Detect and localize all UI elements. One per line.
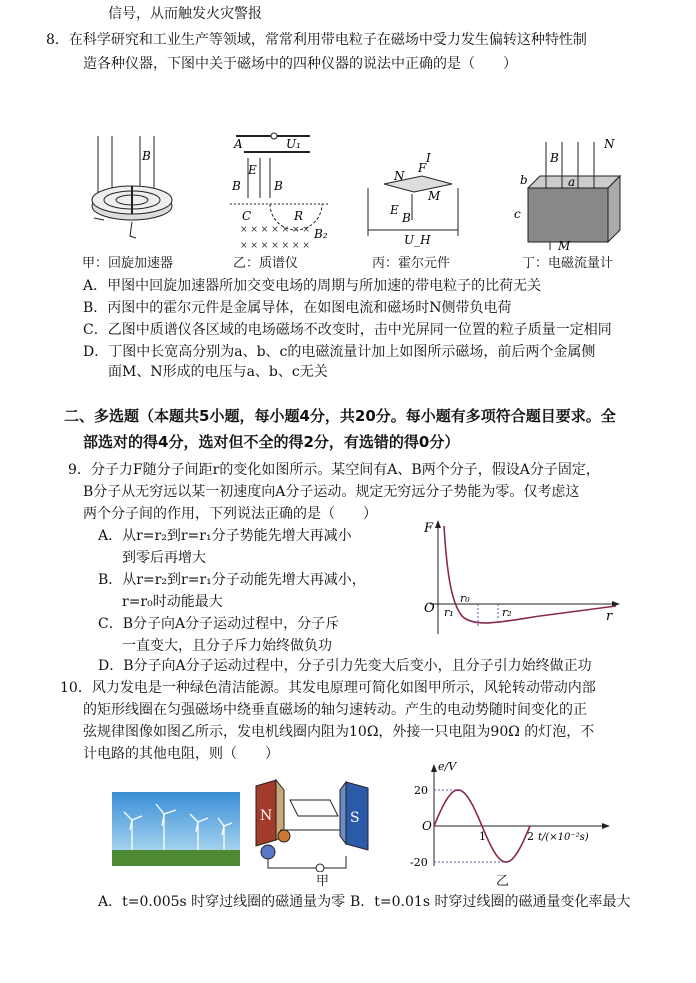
q9-force-curve <box>444 526 616 623</box>
q8-option-c: C．乙图中质谱仪各区域的电场磁场不改变时，击中光屏同一位置的粒子质量一定相同 <box>83 322 612 338</box>
figure-jia-label: 甲 <box>316 874 330 889</box>
section2-title: 二、多选题（本题共5小题，每小题4分，共20分。每小题有多项符合题目要求。全 <box>64 407 616 425</box>
q8-stem-line1: 8．在科学研究和工业生产等领域，常常利用带电粒子在磁场中受力发生偏转这种特性制 <box>46 32 587 48</box>
q8-option-d-cont: 面M、N形成的电压与a、b、c无关 <box>108 364 328 380</box>
top-line: 信号，从而触发火灾警报 <box>108 6 262 22</box>
flowmeter-label-m: M <box>558 239 571 250</box>
q9-force-graph <box>420 516 630 650</box>
hall-label-n: N <box>394 169 405 183</box>
caption-cyclotron: 甲：回旋加速器 <box>82 256 174 271</box>
chart-ylabel: e/V <box>438 760 457 773</box>
hall-label-b: B <box>402 211 411 225</box>
q9-option-a: A．从r=r₂到r=r₁分子势能先增大再减小 <box>98 528 352 544</box>
emf-chart <box>410 758 620 874</box>
caption-hall: 丙：霍尔元件 <box>372 256 451 271</box>
section2-title-cont: 部选对的得4分，选对但不全的得2分，有选错的得0分） <box>83 433 460 451</box>
hall-label-f: F <box>418 161 427 175</box>
chart-point <box>517 851 519 853</box>
wind-farm-photo <box>112 792 240 866</box>
chart-origin-label: O <box>422 819 432 833</box>
hall-label-m: M <box>428 189 441 203</box>
spectrometer-label-a: A <box>234 137 243 151</box>
q9-option-b: B．从r=r₂到r=r₁分子动能先增大再减小， <box>98 572 366 588</box>
hall-element-figure <box>362 140 472 250</box>
spectrometer-label-b-left: B <box>232 179 241 193</box>
q10-stem-line3: 弦规律图像如图乙所示，发电机线圈内阻为10Ω，外接一只电阻为90Ω 的灯泡，不 <box>83 724 595 740</box>
q9-origin: O <box>424 601 435 616</box>
q9-r0: r₀ <box>460 592 470 605</box>
svg-text:× × × × × × ×: × × × × × × × <box>240 225 310 235</box>
cyclotron-label-b: B <box>142 149 151 163</box>
q10-stem-line2: 的矩形线圈在匀强磁场中绕垂直磁场的轴匀速转动。产生的电动势随时间变化的正 <box>83 702 587 718</box>
flowmeter-label-n: N <box>604 137 615 151</box>
spectrometer-label-b2: B₂ <box>314 227 328 241</box>
chart-point <box>469 800 471 802</box>
hall-label-uh: U_H <box>404 233 431 247</box>
chart-xtick-label: 1 <box>479 830 486 843</box>
q9-option-d: D．B分子向A分子运动过程中，分子引力先变大后变小，且分子引力始终做正功 <box>98 658 592 674</box>
chart-point <box>433 825 435 827</box>
figure-yi-label: 乙 <box>496 874 510 889</box>
q10-option-b: B．t=0.01s 时穿过线圈的磁通量变化率最大 <box>350 894 631 910</box>
flowmeter-label-a: a <box>568 175 576 189</box>
spectrometer-label-r: R <box>294 209 304 223</box>
caption-spectrometer: 乙：质谱仪 <box>233 256 299 271</box>
chart-ytick-label: -20 <box>410 856 428 869</box>
magnet-n-label: N <box>260 808 273 824</box>
hall-label-e: E <box>390 203 399 217</box>
chart-x-arrow <box>602 823 610 829</box>
q9-stem-line2: B分子从无穷远以某一初速度向A分子运动。规定无穷远分子势能为零。仅考虑这 <box>83 484 580 500</box>
q8-stem-line2: 造各种仪器，下图中关于磁场中的四种仪器的说法中正确的是（ ） <box>83 56 517 72</box>
hall-label-i: I <box>426 151 431 165</box>
chart-point <box>529 825 531 827</box>
q8-option-b: B．丙图中的霍尔元件是金属导体，在如图电流和磁场时N侧带负电荷 <box>83 300 512 316</box>
q9-option-b-cont: r=r₀时动能最大 <box>122 594 223 610</box>
spectrometer-figure <box>230 128 340 254</box>
q8-option-d: D．丁图中长宽高分别为a、b、c的电磁流量计加上如图所示磁场，前后两个金属侧 <box>83 344 596 360</box>
q9-r1: r₁ <box>444 606 454 619</box>
q9-y-label: F <box>424 521 434 536</box>
q9-r2: r₂ <box>502 606 512 619</box>
generator-figure <box>250 776 380 872</box>
chart-point <box>481 825 483 827</box>
cyclotron-figure <box>84 132 194 252</box>
spectrometer-label-e: E <box>248 163 257 177</box>
chart-point <box>445 800 447 802</box>
q9-stem-line3: 两个分子间的作用，下列说法正确的是（ ） <box>83 506 377 522</box>
spectrometer-label-u1: U₁ <box>286 137 301 151</box>
flowmeter-label-b: B <box>550 151 559 165</box>
caption-flowmeter: 丁：电磁流量计 <box>522 256 614 271</box>
q9-option-c: C．B分子向A分子运动过程中，分子斥 <box>98 616 340 632</box>
q8-option-a: A．甲图中回旋加速器所加交变电场的周期与所加速的带电粒子的比荷无关 <box>83 278 542 294</box>
flowmeter-label-c: c <box>514 207 521 221</box>
flowmeter-figure <box>506 134 626 250</box>
q10-stem-line1: 10．风力发电是一种绿色清洁能源。其发电原理可简化如图甲所示，风轮转动带动内部 <box>60 680 596 696</box>
magnet-s-label: S <box>350 810 360 826</box>
chart-xtick-label: 2 <box>527 830 534 843</box>
q9-stem-line1: 9．分子力F随分子间距r的变化如图所示。某空间有A、B两个分子，假设A分子固定， <box>68 462 600 478</box>
spectrometer-label-b-right: B <box>274 179 283 193</box>
q9-option-a-cont: 到零后再增大 <box>122 550 206 566</box>
svg-text:× × × × × × ×: × × × × × × × <box>240 241 310 251</box>
q9-x-label: r <box>606 609 613 624</box>
chart-ytick-label: 20 <box>414 784 428 797</box>
q10-stem-line4: 计电路的其他电阻，则（ ） <box>83 746 279 762</box>
q9-option-c-cont: 一直变大，且分子斥力始终做负功 <box>122 638 332 654</box>
chart-point <box>493 851 495 853</box>
q10-option-a: A．t=0.005s 时穿过线圈的磁通量为零 <box>98 894 346 910</box>
chart-xlabel: t/(×10⁻²s) <box>538 832 589 843</box>
flowmeter-label-b-small: b <box>520 173 528 187</box>
chart-y-arrow <box>431 764 437 772</box>
spectrometer-label-c: C <box>242 209 252 223</box>
